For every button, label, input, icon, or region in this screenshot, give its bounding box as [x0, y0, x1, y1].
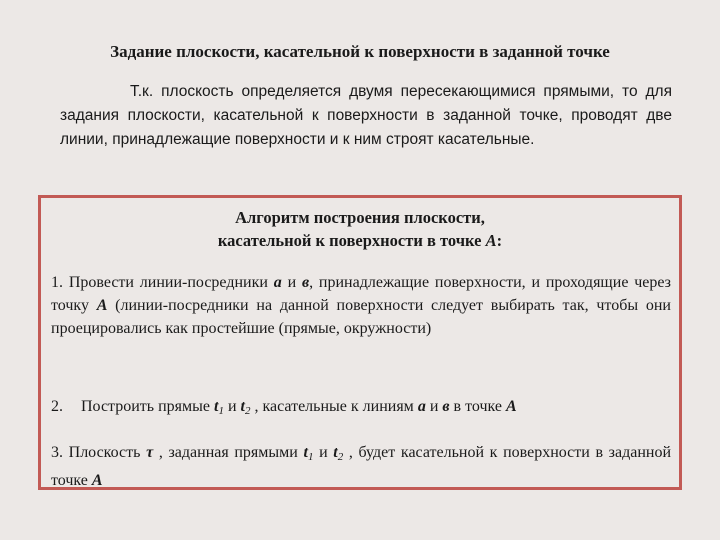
step-3-t1-sub: 1	[307, 451, 314, 463]
algorithm-title-point: А	[485, 231, 497, 250]
step-1-text-2: и	[281, 274, 302, 291]
step-2-t1: t	[214, 398, 219, 415]
step-3-text-3: и	[313, 444, 334, 461]
algorithm-title-line2-text: касательной к поверхности в точке	[217, 231, 486, 250]
step-3-number: 3.	[51, 444, 63, 461]
algorithm-box	[38, 195, 682, 490]
step-3-t2-sub: 2	[337, 451, 344, 463]
algorithm-title	[41, 206, 679, 252]
step-2-number: 2.	[51, 398, 63, 415]
step-3-text-2: , заданная прямыми	[153, 444, 304, 461]
step-2-text-1: Построить прямые	[81, 398, 214, 415]
algorithm-step-1	[51, 271, 671, 340]
step-2-line-b: в	[442, 398, 450, 415]
step-2-t1-sub: 1	[218, 405, 224, 417]
step-2-text-2: и	[223, 398, 241, 415]
step-2-t2-sub: 2	[244, 405, 251, 417]
step-1-point-a: А	[96, 297, 108, 314]
step-1-line-a: а	[273, 274, 282, 291]
step-3-text-1: Плоскость	[63, 444, 147, 461]
algorithm-step-3	[51, 441, 671, 492]
algorithm-title-colon: :	[496, 231, 503, 250]
step-2-t2: t	[240, 398, 245, 415]
algorithm-title-line2	[41, 229, 679, 252]
step-1-text-1: Провести линии-посредники	[63, 274, 274, 291]
algorithm-title-line1: Алгоритм построения плоскости,	[235, 208, 485, 227]
step-1-line-b: в	[301, 274, 310, 291]
slide-title: Задание плоскости, касательной к поверхности в заданной точке	[110, 42, 610, 61]
step-2-line-a: а	[417, 398, 426, 415]
step-3-point-a: А	[91, 472, 103, 489]
step-2-text-5: в точке	[449, 398, 506, 415]
intro-paragraph: Т.к. плоскость определяется двумя пересекающимися прямыми, то для задания плоскости, касательной к поверхности в заданной точке, проводят две линии, принадлежащие поверхности и к ним строят касательные.	[60, 83, 672, 148]
step-1-text-4: (линии-посредники на данной поверхности следует выбирать так, чтобы они проецировались как простейшие (прямые, окружности)	[51, 297, 671, 337]
step-3-text-4: , будет касательной к поверхности в заданной точке	[51, 444, 672, 489]
step-3-t1: t	[303, 444, 308, 461]
step-3-t2: t	[333, 444, 338, 461]
step-2-text-4: и	[425, 398, 443, 415]
step-1-number: 1.	[51, 274, 63, 291]
step-2-point-a: А	[505, 398, 517, 415]
step-2-text-3: , касательные к линиям	[250, 398, 418, 415]
step-3-tau: τ	[146, 444, 154, 461]
step-1-text-3: , принадлежащие поверхности, и проходящие через точку	[51, 274, 671, 314]
algorithm-step-2	[51, 395, 671, 423]
